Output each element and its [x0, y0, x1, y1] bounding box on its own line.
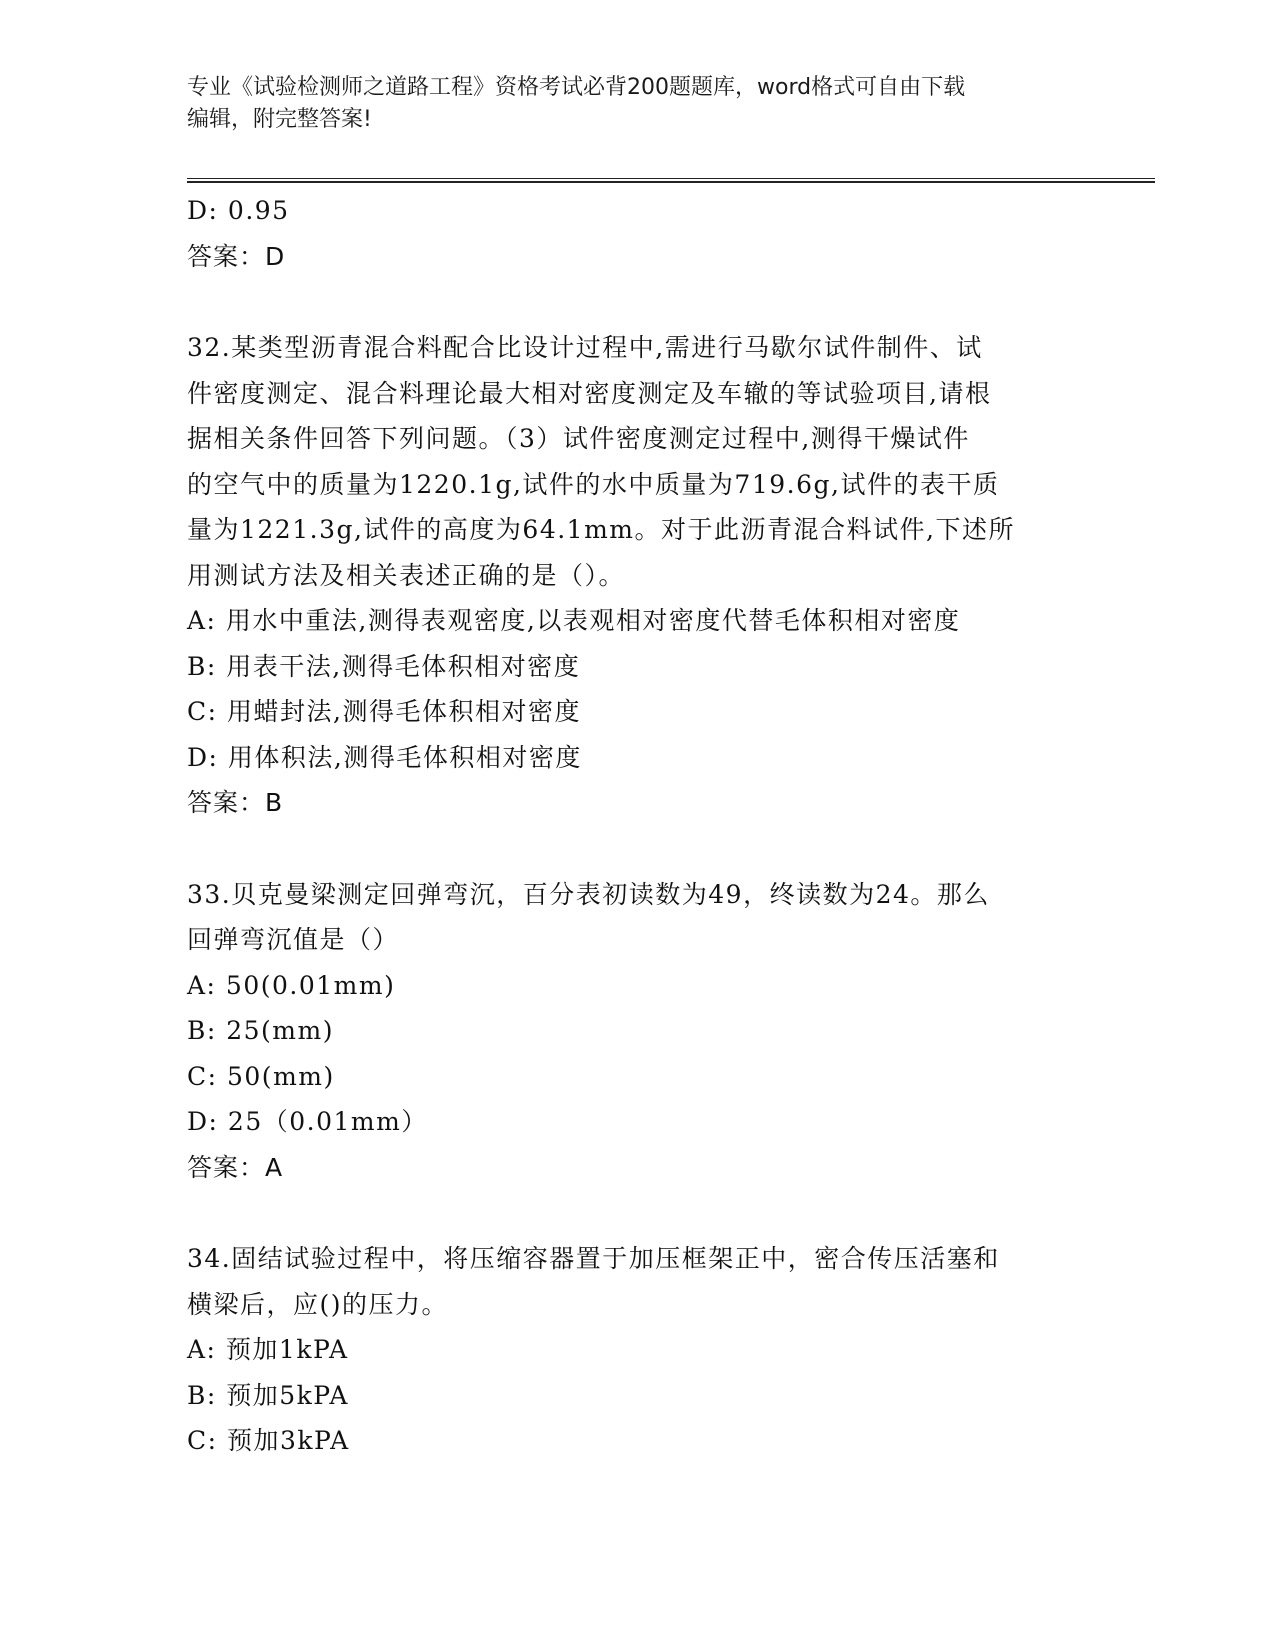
option-d: D: 0.95	[187, 196, 290, 225]
question-stem-line: 据相关条件回答下列问题。（3）试件密度测定过程中,测得干燥试件	[187, 424, 970, 453]
question-32	[187, 325, 1087, 826]
option-b: B: 预加5kPA	[187, 1380, 349, 1410]
question-stem-line: 34.固结试验过程中，将压缩容器置于加压框架正中，密合传压活塞和	[187, 1244, 1000, 1273]
document-header	[187, 72, 1067, 136]
question-stem-line: 的空气中的质量为1220.1g,试件的水中质量为719.6g,试件的表干质	[187, 469, 1000, 499]
answer-line: 答案：B	[187, 788, 284, 817]
header-divider	[187, 178, 1155, 183]
option-a: A: 用水中重法,测得表观密度,以表观相对密度代替毛体积相对密度	[187, 606, 961, 635]
spacer	[187, 826, 1087, 872]
option-c: C: 用蜡封法,测得毛体积相对密度	[187, 697, 581, 726]
question-stem-line: 用测试方法及相关表述正确的是（）。	[187, 560, 626, 590]
option-b: B: 用表干法,测得毛体积相对密度	[187, 651, 581, 681]
question-stem-line: 件密度测定、混合料理论最大相对密度测定及车辙的等试验项目,请根	[187, 378, 992, 408]
option-d: D: 用体积法,测得毛体积相对密度	[187, 742, 582, 772]
answer-line: 答案：A	[187, 1152, 284, 1182]
question-stem-line: 32.某类型沥青混合料配合比设计过程中,需进行马歇尔试件制件、试	[187, 333, 983, 362]
question-stem-line: 横梁后，应()的压力。	[187, 1289, 449, 1319]
option-c: C: 预加3kPA	[187, 1426, 350, 1455]
question-stem-line: 回弹弯沉值是（）	[187, 925, 400, 954]
question-list	[187, 188, 1087, 1464]
option-a: A: 预加1kPA	[187, 1335, 349, 1364]
question-33	[187, 872, 1087, 1191]
question-stem-line: 33.贝克曼梁测定回弹弯沉，百分表初读数为49，终读数为24。那么	[187, 879, 990, 909]
answer-line: 答案：D	[187, 241, 286, 271]
spacer	[187, 279, 1087, 325]
option-b: B: 25(mm)	[187, 1016, 334, 1045]
header-line-1: 专业《试验检测师之道路工程》资格考试必背200题题库，word格式可自由下载	[187, 75, 966, 100]
header-line-2: 编辑，附完整答案!	[187, 107, 372, 132]
question-34	[187, 1236, 1087, 1464]
spacer	[187, 1190, 1087, 1236]
option-a: A: 50(0.01mm)	[187, 970, 396, 1000]
option-d: D: 25（0.01mm）	[187, 1107, 428, 1136]
option-c: C: 50(mm)	[187, 1061, 335, 1091]
question-stem-line: 量为1221.3g,试件的高度为64.1mm。对于此沥青混合料试件,下述所	[187, 515, 1015, 544]
